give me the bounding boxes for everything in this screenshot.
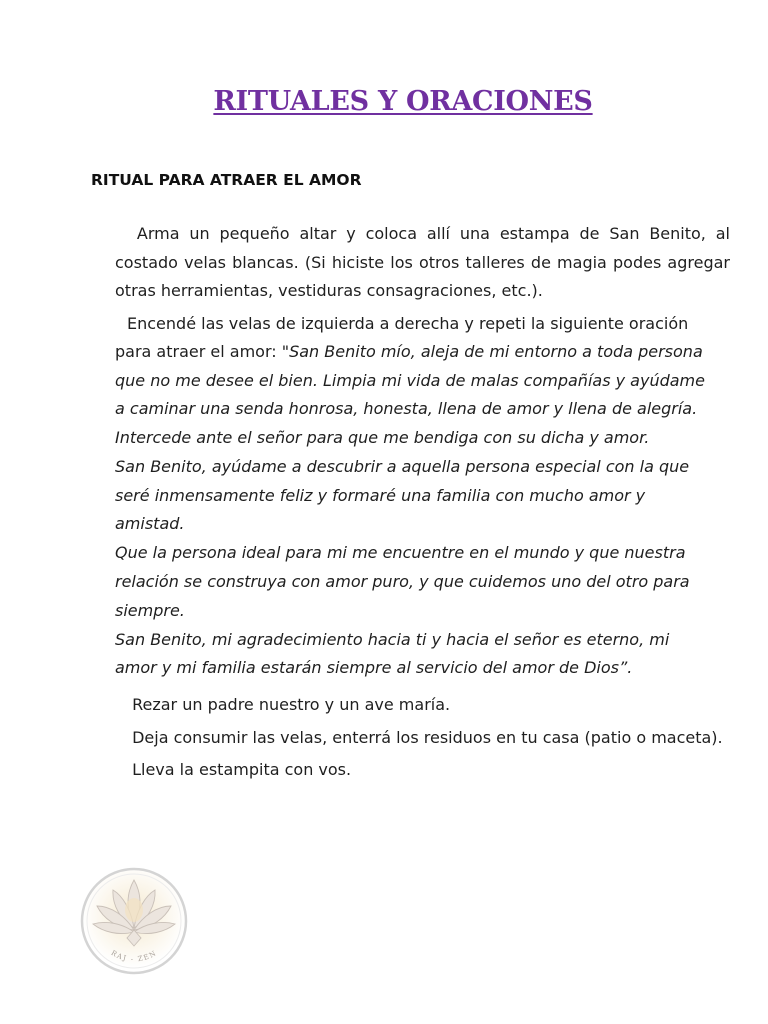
prayer-line: "San Benito mío, aleja de mi entorno a toda persona xyxy=(281,342,703,361)
prayer-line: Que la persona ideal para mi me encuentre en el mundo y que nuestra xyxy=(115,543,686,563)
prayer-line: que no me desee el bien. Limpia mi vida de malas compañías y ayúdame xyxy=(115,370,705,390)
prayer-line: amistad. xyxy=(115,514,185,534)
step-4-text: Deja consumir las velas, enterrá los residuos en tu casa (patio o maceta). xyxy=(132,727,723,747)
ritual-steps xyxy=(115,220,730,785)
step-3 xyxy=(115,691,730,720)
prayer-line: seré inmensamente feliz y formaré una familia con mucho amor y xyxy=(115,485,646,505)
step-4 xyxy=(115,724,730,753)
step-2-intro-line2: para atraer el amor: xyxy=(115,342,282,361)
lotus-logo-icon xyxy=(79,866,189,976)
step-1 xyxy=(115,220,730,306)
prayer-line: Intercede ante el señor para que me bendiga con su dicha y amor. xyxy=(115,428,650,448)
step-2 xyxy=(115,310,730,684)
prayer-line: a caminar una senda honrosa, honesta, llena de amor y llena de alegría. xyxy=(115,399,698,419)
step-2-intro-line1: Encendé las velas de izquierda a derecha y repeti la siguiente oración xyxy=(127,313,689,333)
prayer-line: amor y mi familia estarán siempre al servicio del amor de Dios”. xyxy=(115,658,633,678)
step-2-intro xyxy=(115,310,730,367)
page-title: RITUALES Y ORACIONES xyxy=(213,86,593,117)
logo-text: RAJ - ZEN xyxy=(109,948,159,964)
step-5-text: Lleva la estampita con vos. xyxy=(132,760,352,780)
step-1-text: Arma un pequeño altar y coloca allí una estampa de San Benito, al costado velas blancas. (Si hiciste los otros talleres de magia podes agregar otras herramientas, vestiduras consagraciones, etc.). xyxy=(115,224,730,300)
section-heading: RITUAL PARA ATRAER EL AMOR xyxy=(91,171,362,189)
prayer xyxy=(115,367,730,684)
prayer-line: siempre. xyxy=(115,600,185,620)
step-3-text: Rezar un padre nuestro y un ave maría. xyxy=(132,695,451,715)
step-5 xyxy=(115,756,730,785)
prayer-line: relación se construya con amor puro, y que cuidemos uno del otro para xyxy=(115,572,690,592)
prayer-line: San Benito, ayúdame a descubrir a aquella persona especial con la que xyxy=(115,456,690,476)
prayer-line: San Benito, mi agradecimiento hacia ti y hacia el señor es eterno, mi xyxy=(115,629,670,649)
